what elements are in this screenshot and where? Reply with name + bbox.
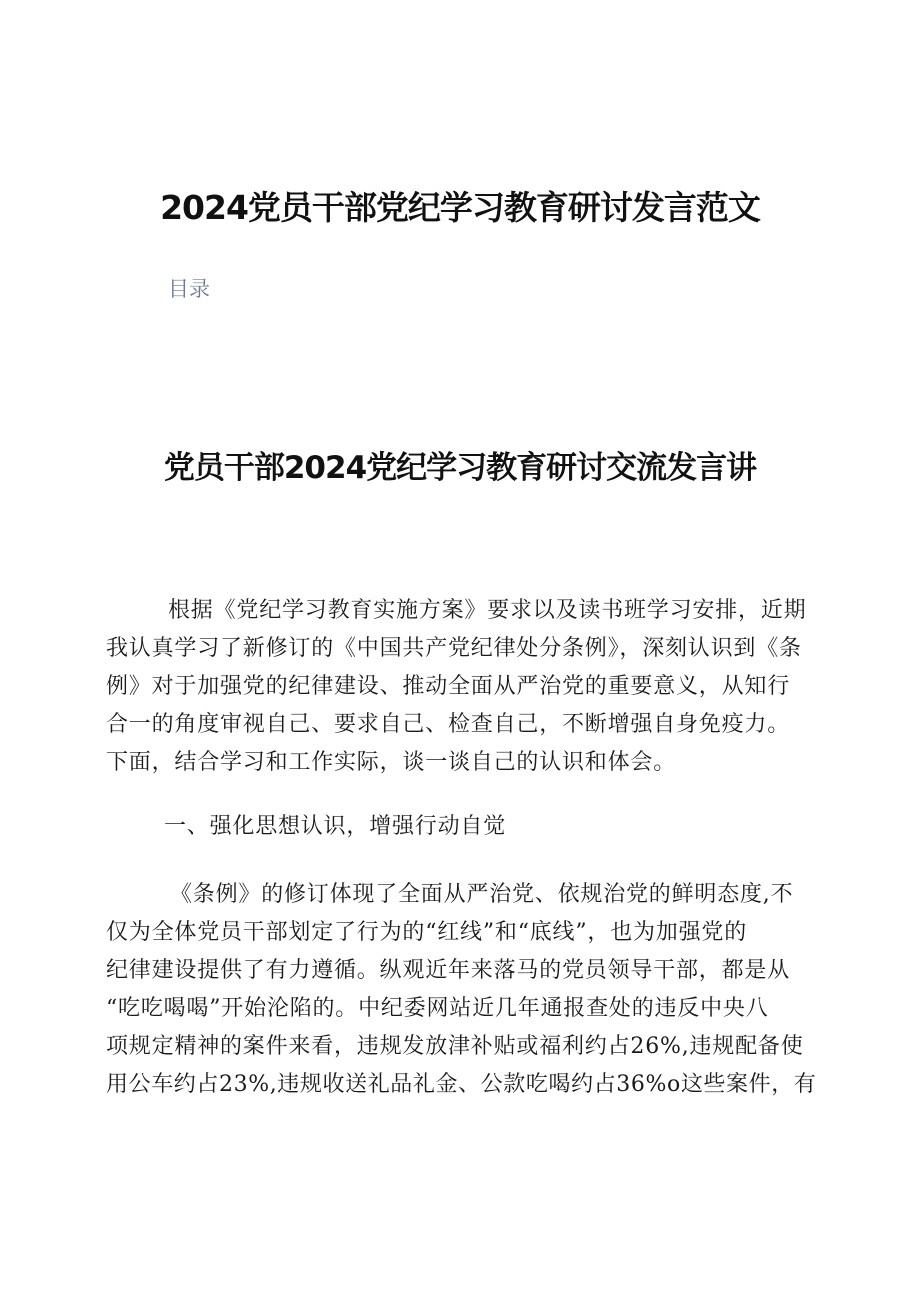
paragraph-line: 合一的角度审视自己、要求自己、检查自己，不断增强自身免疫力。 [106,712,791,737]
document-title: 2024党员干部党纪学习教育研讨发言范文 [160,188,760,227]
paragraph-line: 根据《党纪学习教育实施方案》要求以及读书班学习安排，近期 [168,598,807,623]
paragraph-line: “吃吃喝喝”开始沦陷的。中纪委网站近几年通报查处的违反中央八 [106,996,769,1021]
paragraph-line: 下面，结合学习和工作实际，谈一谈自己的认识和体会。 [106,750,677,775]
section-title: 党员干部2024党纪学习教育研讨交流发言讲 [163,450,757,486]
section-heading-block [106,808,818,846]
paragraph-line: 纪律建设提供了有力遵循。纵观近年来落马的党员领导干部，都是从 [106,958,791,983]
paragraph-line: 项规定精神的案件来看，违规发放津补贴或福利约占26%,违规配备使 [106,1034,804,1059]
paragraph-intro [106,592,818,782]
toc-label: 目录 [168,277,210,301]
paragraph-line: 例》对于加强党的纪律建设、推动全面从严治党的重要意义，从知行 [106,674,791,699]
paragraph-body [106,876,818,1104]
paragraph-line: 仅为全体党员干部划定了行为的“红线”和“底线”，也为加强党的 [106,920,747,945]
paragraph-line: 用公车约占23%,违规收送礼品礼金、公款吃喝约占36%o这些案件，有 [106,1072,817,1097]
paragraph-line: 我认真学习了新修订的《中国共产党纪律处分条例》，深刻认识到《条 [106,636,802,661]
paragraph-line: 《条例》的修订体现了全面从严治党、依规治党的鲜明态度,不 [170,882,794,907]
section-heading: 一、强化思想认识，增强行动自觉 [164,814,507,839]
